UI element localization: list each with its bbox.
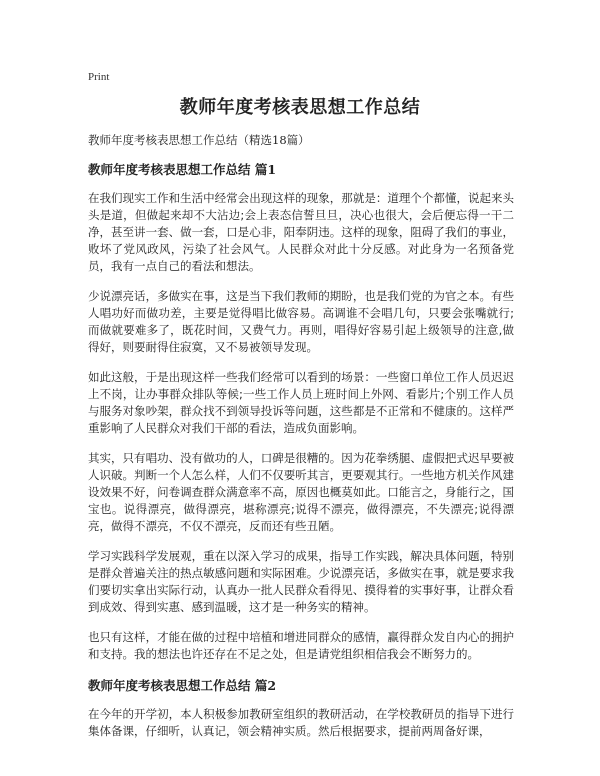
section-heading: 教师年度考核表思想工作总结 篇1 — [88, 162, 277, 177]
document-content — [88, 160, 514, 753]
document-subtitle: 教师年度考核表思想工作总结（精选18篇） — [88, 133, 310, 147]
print-link[interactable]: Print — [88, 71, 110, 83]
section-1 — [88, 160, 514, 663]
section-heading: 教师年度考核表思想工作总结 篇2 — [88, 678, 277, 693]
paragraph: 在今年的开学初，本人积极参加教研室组织的教研活动，在学校教研员的指导下进行集体备课，仔细听，认真记，领会精神实质。然后根据要求，提前两周备好课， — [88, 707, 514, 738]
paragraph: 也只有这样，才能在做的过程中培植和增进同群众的感情，赢得群众发自内心的拥护和支持。我的想法也许还存在不足之处，但是请党组织相信我会不断努力的。 — [88, 630, 514, 661]
paragraph: 如此这般，于是出现这样一些我们经常可以看到的场景：一些窗口单位工作人员迟迟上不岗，让办事群众排队等候;一些工作人员上班时间上外网、看影片;个别工作人员与服务对象吵架，群众找不到领导投诉等问题，这些都是不正常和不健康的。这样严重影响了人民群众对我们干部的看法，造成负面影响。 — [88, 370, 514, 435]
paragraph: 在我们现实工作和生活中经常会出现这样的现象，那就是：道理个个都懂，说起来头头是道，但做起来却不大沾边;会上表态信誓旦旦，决心也很大，会后便忘得一干二净，甚至讲一套、做一套，口是心非，阳奉阴违。这样的现象，阻碍了我们的事业，败坏了党风政风，污染了社会风气。人民群众对此十分反感。对此身为一名预备党员，我有一点自己的看法和想法。 — [88, 191, 514, 273]
section-2 — [88, 676, 514, 740]
paragraph: 其实，只有唱功、没有做功的人，口碑是很糟的。因为花拳绣腿、虚假把式迟早要被人识破。判断一个人怎么样，人们不仅要听其言，更要观其行。一些地方机关作风建设效果不好，问卷调查群众满意率不高，原因也概莫如此。口能言之，身能行之，国宝也。说得漂亮，做得漂亮，堪称漂亮;说得不漂亮，做得漂亮，不失漂亮;说得漂亮，做得不漂亮，不仅不漂亮，反而还有些丑陋。 — [88, 451, 514, 533]
paragraph: 少说漂亮话，多做实在事，这是当下我们教师的期盼，也是我们党的为官之本。有些人唱功好而做功差，主要是觉得唱比做容易。高调谁不会唱几句，只要会张嘴就行;而做就要难多了，既花时间，又费气力。再则，唱得好容易引起上级领导的注意,做得好，则要耐得住寂寞，又不易被领导发现。 — [88, 289, 514, 354]
document-title: 教师年度考核表思想工作总结 — [179, 97, 421, 118]
paragraph: 学习实践科学发展观，重在以深入学习的成果，指导工作实践，解决具体问题，特别是群众普遍关注的热点敏感问题和实际困难。少说漂亮话，多做实在事，就是要求我们要切实拿出实际行动，认真办一批人民群众看得见、摸得着的实事好事，让群众看到成效、得到实惠、感到温暖，这才是一种务实的精神。 — [88, 549, 514, 614]
